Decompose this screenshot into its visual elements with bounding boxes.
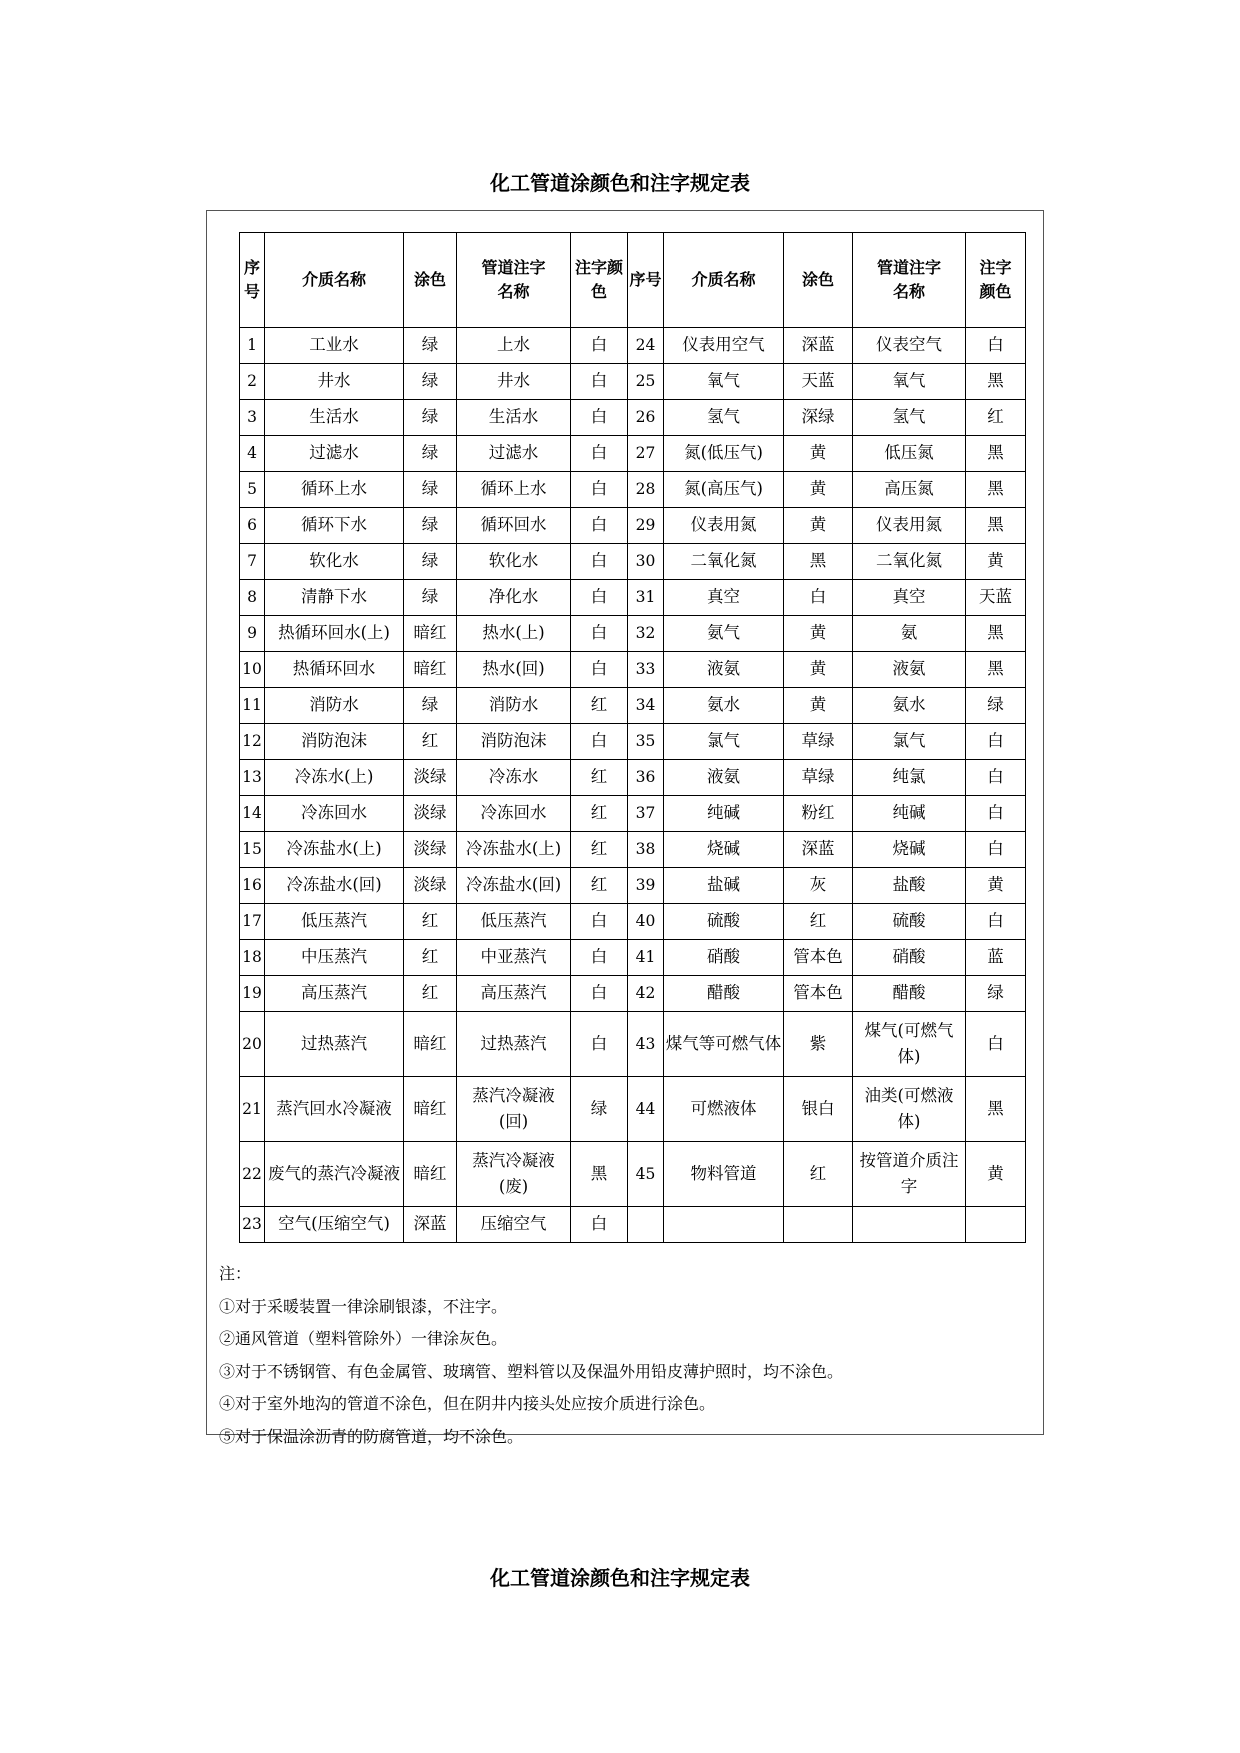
cell-medium: 过滤水 [265, 436, 404, 472]
cell-medium: 真空 [664, 580, 784, 616]
cell-text-color: 黑 [966, 364, 1026, 400]
cell-color [784, 1207, 853, 1243]
cell-text-color: 蓝 [966, 940, 1026, 976]
cell-label: 循环上水 [457, 472, 571, 508]
table-body [240, 328, 1026, 1243]
note-item: ③对于不锈钢管、有色金属管、玻璃管、塑料管以及保温外用铅皮薄护照时，均不涂色。 [219, 1361, 844, 1381]
table-row [240, 580, 1026, 616]
cell-label: 氯气 [853, 724, 966, 760]
cell-label: 真空 [853, 580, 966, 616]
cell-color: 淡绿 [404, 760, 457, 796]
cell-no: 22 [240, 1142, 265, 1207]
cell-medium [664, 1207, 784, 1243]
cell-no: 17 [240, 904, 265, 940]
cell-text-color: 白 [571, 724, 628, 760]
cell-text-color: 白 [571, 616, 628, 652]
cell-color: 绿 [404, 472, 457, 508]
table-row [240, 724, 1026, 760]
cell-no: 27 [628, 436, 664, 472]
cell-medium: 二氧化氮 [664, 544, 784, 580]
cell-medium: 清静下水 [265, 580, 404, 616]
cell-color: 草绿 [784, 760, 853, 796]
cell-label: 煤气(可燃气体) [853, 1012, 966, 1077]
cell-medium: 中压蒸汽 [265, 940, 404, 976]
cell-medium: 液氨 [664, 760, 784, 796]
cell-medium: 盐碱 [664, 868, 784, 904]
cell-no: 32 [628, 616, 664, 652]
cell-text-color: 白 [966, 904, 1026, 940]
cell-label: 冷冻盐水(上) [457, 832, 571, 868]
header-medium-right: 介质名称 [664, 233, 784, 328]
cell-label: 氨水 [853, 688, 966, 724]
cell-text-color: 黄 [966, 868, 1026, 904]
cell-color: 绿 [404, 544, 457, 580]
table-row [240, 1012, 1026, 1077]
cell-text-color [966, 1207, 1026, 1243]
cell-label: 过热蒸汽 [457, 1012, 571, 1077]
cell-text-color: 黄 [966, 544, 1026, 580]
cell-medium: 井水 [265, 364, 404, 400]
cell-medium: 烧碱 [664, 832, 784, 868]
cell-label: 氢气 [853, 400, 966, 436]
cell-medium: 仪表用氮 [664, 508, 784, 544]
header-no-right: 序号 [628, 233, 664, 328]
cell-no: 42 [628, 976, 664, 1012]
cell-color: 红 [404, 724, 457, 760]
cell-color: 白 [784, 580, 853, 616]
table-row [240, 616, 1026, 652]
cell-color: 绿 [404, 580, 457, 616]
cell-no: 16 [240, 868, 265, 904]
cell-text-color: 白 [571, 400, 628, 436]
cell-text-color: 黑 [966, 652, 1026, 688]
cell-label: 低压氮 [853, 436, 966, 472]
table-row [240, 364, 1026, 400]
cell-text-color: 红 [571, 760, 628, 796]
cell-medium: 蒸汽回水冷凝液 [265, 1077, 404, 1142]
cell-label: 热水(回) [457, 652, 571, 688]
cell-color: 暗红 [404, 1142, 457, 1207]
header-color: 涂色 [404, 233, 457, 328]
cell-color: 红 [784, 1142, 853, 1207]
cell-medium: 过热蒸汽 [265, 1012, 404, 1077]
cell-no: 7 [240, 544, 265, 580]
note-item: ④对于室外地沟的管道不涂色，但在阴井内接头处应按介质进行涂色。 [219, 1394, 716, 1413]
cell-label: 上水 [457, 328, 571, 364]
cell-no: 35 [628, 724, 664, 760]
cell-medium: 氢气 [664, 400, 784, 436]
cell-label: 低压蒸汽 [457, 904, 571, 940]
cell-color: 绿 [404, 400, 457, 436]
table-row [240, 868, 1026, 904]
cell-color: 灰 [784, 868, 853, 904]
cell-color: 红 [404, 940, 457, 976]
cell-medium: 热循环回水 [265, 652, 404, 688]
cell-text-color: 白 [571, 976, 628, 1012]
cell-text-color: 红 [571, 868, 628, 904]
cell-no: 31 [628, 580, 664, 616]
table-row [240, 508, 1026, 544]
cell-text-color: 黑 [966, 436, 1026, 472]
cell-medium: 消防水 [265, 688, 404, 724]
cell-no: 2 [240, 364, 265, 400]
cell-medium: 废气的蒸汽冷凝液 [265, 1142, 404, 1207]
cell-text-color: 红 [571, 832, 628, 868]
table-row [240, 400, 1026, 436]
cell-color: 紫 [784, 1012, 853, 1077]
page-title: 化工管道涂颜色和注字规定表 [490, 171, 750, 195]
cell-no: 29 [628, 508, 664, 544]
cell-label: 冷冻水 [457, 760, 571, 796]
cell-text-color: 白 [571, 364, 628, 400]
cell-no: 23 [240, 1207, 265, 1243]
cell-color: 绿 [404, 508, 457, 544]
cell-color: 深蓝 [784, 328, 853, 364]
cell-medium: 氮(低压气) [664, 436, 784, 472]
cell-label: 冷冻盐水(回) [457, 868, 571, 904]
cell-no: 10 [240, 652, 265, 688]
table-row [240, 1142, 1026, 1207]
cell-label: 净化水 [457, 580, 571, 616]
cell-text-color: 黑 [966, 508, 1026, 544]
cell-no: 11 [240, 688, 265, 724]
header-label: 管道注字 名称 [457, 233, 571, 328]
cell-label: 仪表空气 [853, 328, 966, 364]
cell-medium: 氧气 [664, 364, 784, 400]
cell-no: 9 [240, 616, 265, 652]
cell-no: 37 [628, 796, 664, 832]
cell-medium: 软化水 [265, 544, 404, 580]
cell-color: 黄 [784, 652, 853, 688]
table-row [240, 652, 1026, 688]
header-no: 序号 [240, 233, 265, 328]
cell-medium: 硝酸 [664, 940, 784, 976]
cell-text-color: 红 [571, 688, 628, 724]
header-text-color-right: 注字 颜色 [966, 233, 1026, 328]
cell-label: 高压蒸汽 [457, 976, 571, 1012]
cell-medium: 氯气 [664, 724, 784, 760]
cell-color: 天蓝 [784, 364, 853, 400]
cell-color: 黄 [784, 436, 853, 472]
cell-color: 银白 [784, 1077, 853, 1142]
cell-medium: 氮(高压气) [664, 472, 784, 508]
table-row [240, 688, 1026, 724]
cell-medium: 物料管道 [664, 1142, 784, 1207]
cell-no: 1 [240, 328, 265, 364]
cell-label: 生活水 [457, 400, 571, 436]
cell-label: 盐酸 [853, 868, 966, 904]
cell-medium: 生活水 [265, 400, 404, 436]
cell-label: 高压氮 [853, 472, 966, 508]
cell-color: 深蓝 [404, 1207, 457, 1243]
cell-color: 绿 [404, 328, 457, 364]
table-header-row [240, 233, 1026, 328]
cell-medium: 硫酸 [664, 904, 784, 940]
cell-text-color: 白 [966, 832, 1026, 868]
cell-medium: 冷冻水(上) [265, 760, 404, 796]
cell-no: 26 [628, 400, 664, 436]
cell-label: 二氧化氮 [853, 544, 966, 580]
cell-text-color: 白 [571, 472, 628, 508]
cell-no: 43 [628, 1012, 664, 1077]
cell-label: 过滤水 [457, 436, 571, 472]
cell-no: 8 [240, 580, 265, 616]
cell-text-color: 黑 [966, 616, 1026, 652]
cell-text-color: 绿 [966, 688, 1026, 724]
header-color-right: 涂色 [784, 233, 853, 328]
cell-text-color: 白 [966, 760, 1026, 796]
cell-label: 蒸汽冷凝液(废) [457, 1142, 571, 1207]
cell-medium: 消防泡沫 [265, 724, 404, 760]
cell-medium: 仪表用空气 [664, 328, 784, 364]
cell-label: 氧气 [853, 364, 966, 400]
cell-label: 纯碱 [853, 796, 966, 832]
note-item: ⑤对于保温涂沥青的防腐管道，均不涂色。 [219, 1426, 524, 1446]
cell-medium: 煤气等可燃气体 [664, 1012, 784, 1077]
cell-no: 12 [240, 724, 265, 760]
table-row [240, 796, 1026, 832]
cell-color: 黄 [784, 616, 853, 652]
cell-label: 氨 [853, 616, 966, 652]
header-label-right: 管道注字 名称 [853, 233, 966, 328]
cell-label: 纯氯 [853, 760, 966, 796]
table-row [240, 904, 1026, 940]
cell-no [628, 1207, 664, 1243]
note-item: ①对于采暖装置一律涂刷银漆，不注字。 [219, 1296, 508, 1316]
cell-no: 19 [240, 976, 265, 1012]
cell-label: 软化水 [457, 544, 571, 580]
cell-label: 循环回水 [457, 508, 571, 544]
table-row [240, 544, 1026, 580]
cell-label: 烧碱 [853, 832, 966, 868]
notes [219, 1258, 1019, 1453]
cell-no: 39 [628, 868, 664, 904]
cell-color: 黑 [784, 544, 853, 580]
cell-label: 液氨 [853, 652, 966, 688]
cell-medium: 空气(压缩空气) [265, 1207, 404, 1243]
table-row [240, 436, 1026, 472]
cell-color: 淡绿 [404, 832, 457, 868]
cell-text-color: 黑 [966, 472, 1026, 508]
cell-medium: 液氨 [664, 652, 784, 688]
cell-label: 井水 [457, 364, 571, 400]
table-row [240, 940, 1026, 976]
cell-text-color: 白 [571, 940, 628, 976]
cell-text-color: 白 [571, 328, 628, 364]
cell-no: 15 [240, 832, 265, 868]
cell-text-color: 白 [966, 1012, 1026, 1077]
cell-color: 管本色 [784, 940, 853, 976]
cell-label: 压缩空气 [457, 1207, 571, 1243]
cell-text-color: 白 [571, 1207, 628, 1243]
table-row [240, 976, 1026, 1012]
cell-no: 3 [240, 400, 265, 436]
cell-text-color: 白 [571, 580, 628, 616]
cell-medium: 可燃液体 [664, 1077, 784, 1142]
cell-medium: 循环下水 [265, 508, 404, 544]
cell-no: 44 [628, 1077, 664, 1142]
cell-text-color: 黑 [571, 1142, 628, 1207]
cell-color: 粉红 [784, 796, 853, 832]
cell-color: 深绿 [784, 400, 853, 436]
cell-color: 绿 [404, 436, 457, 472]
cell-color: 草绿 [784, 724, 853, 760]
cell-medium: 冷冻盐水(上) [265, 832, 404, 868]
cell-label: 油类(可燃液体) [853, 1077, 966, 1142]
cell-text-color: 天蓝 [966, 580, 1026, 616]
header-text-color: 注字颜色 [571, 233, 628, 328]
cell-no: 4 [240, 436, 265, 472]
cell-label: 消防水 [457, 688, 571, 724]
cell-color: 暗红 [404, 1012, 457, 1077]
cell-label: 蒸汽冷凝液(回) [457, 1077, 571, 1142]
cell-no: 41 [628, 940, 664, 976]
cell-color: 管本色 [784, 976, 853, 1012]
cell-color: 深蓝 [784, 832, 853, 868]
cell-no: 24 [628, 328, 664, 364]
cell-text-color: 白 [966, 796, 1026, 832]
cell-text-color: 黄 [966, 1142, 1026, 1207]
cell-no: 21 [240, 1077, 265, 1142]
cell-label: 硫酸 [853, 904, 966, 940]
cell-no: 25 [628, 364, 664, 400]
cell-color: 淡绿 [404, 868, 457, 904]
cell-color: 暗红 [404, 652, 457, 688]
cell-color: 暗红 [404, 1077, 457, 1142]
cell-text-color: 红 [966, 400, 1026, 436]
header-medium: 介质名称 [265, 233, 404, 328]
table-row [240, 832, 1026, 868]
cell-text-color: 白 [571, 904, 628, 940]
table-row [240, 760, 1026, 796]
cell-text-color: 绿 [571, 1077, 628, 1142]
cell-medium: 氨气 [664, 616, 784, 652]
cell-no: 20 [240, 1012, 265, 1077]
table-row [240, 1077, 1026, 1142]
cell-label: 消防泡沫 [457, 724, 571, 760]
cell-no: 36 [628, 760, 664, 796]
page-title-next: 化工管道涂颜色和注字规定表 [490, 1566, 750, 1590]
cell-label: 中亚蒸汽 [457, 940, 571, 976]
cell-color: 暗红 [404, 616, 457, 652]
cell-medium: 氨水 [664, 688, 784, 724]
cell-medium: 冷冻回水 [265, 796, 404, 832]
cell-color: 绿 [404, 688, 457, 724]
cell-color: 淡绿 [404, 796, 457, 832]
cell-color: 黄 [784, 688, 853, 724]
cell-no: 6 [240, 508, 265, 544]
cell-color: 红 [784, 904, 853, 940]
cell-label: 热水(上) [457, 616, 571, 652]
cell-no: 30 [628, 544, 664, 580]
cell-label: 冷冻回水 [457, 796, 571, 832]
cell-text-color: 白 [571, 436, 628, 472]
cell-label: 仪表用氮 [853, 508, 966, 544]
cell-no: 38 [628, 832, 664, 868]
cell-medium: 低压蒸汽 [265, 904, 404, 940]
cell-label: 按管道介质注字 [853, 1142, 966, 1207]
cell-no: 45 [628, 1142, 664, 1207]
table-row [240, 1207, 1026, 1243]
cell-text-color: 白 [571, 508, 628, 544]
cell-no: 13 [240, 760, 265, 796]
cell-text-color: 白 [571, 1012, 628, 1077]
cell-color: 黄 [784, 508, 853, 544]
cell-no: 14 [240, 796, 265, 832]
cell-color: 红 [404, 904, 457, 940]
cell-medium: 循环上水 [265, 472, 404, 508]
cell-label [853, 1207, 966, 1243]
cell-text-color: 白 [571, 652, 628, 688]
cell-no: 18 [240, 940, 265, 976]
cell-medium: 纯碱 [664, 796, 784, 832]
cell-no: 34 [628, 688, 664, 724]
cell-medium: 工业水 [265, 328, 404, 364]
note-item: ②通风管道（塑料管除外）一律涂灰色。 [219, 1329, 508, 1348]
cell-medium: 热循环回水(上) [265, 616, 404, 652]
cell-no: 33 [628, 652, 664, 688]
cell-color: 黄 [784, 472, 853, 508]
cell-medium: 高压蒸汽 [265, 976, 404, 1012]
cell-text-color: 白 [966, 328, 1026, 364]
cell-label: 硝酸 [853, 940, 966, 976]
cell-no: 5 [240, 472, 265, 508]
notes-label: 注： [219, 1264, 252, 1283]
cell-text-color: 黑 [966, 1077, 1026, 1142]
table-row [240, 328, 1026, 364]
cell-text-color: 红 [571, 796, 628, 832]
cell-color: 红 [404, 976, 457, 1012]
cell-medium: 冷冻盐水(回) [265, 868, 404, 904]
cell-text-color: 白 [966, 724, 1026, 760]
pipe-color-table [239, 232, 1026, 1243]
cell-text-color: 白 [571, 544, 628, 580]
cell-medium: 醋酸 [664, 976, 784, 1012]
table-row [240, 472, 1026, 508]
cell-no: 28 [628, 472, 664, 508]
cell-label: 醋酸 [853, 976, 966, 1012]
cell-color: 绿 [404, 364, 457, 400]
cell-text-color: 绿 [966, 976, 1026, 1012]
cell-no: 40 [628, 904, 664, 940]
